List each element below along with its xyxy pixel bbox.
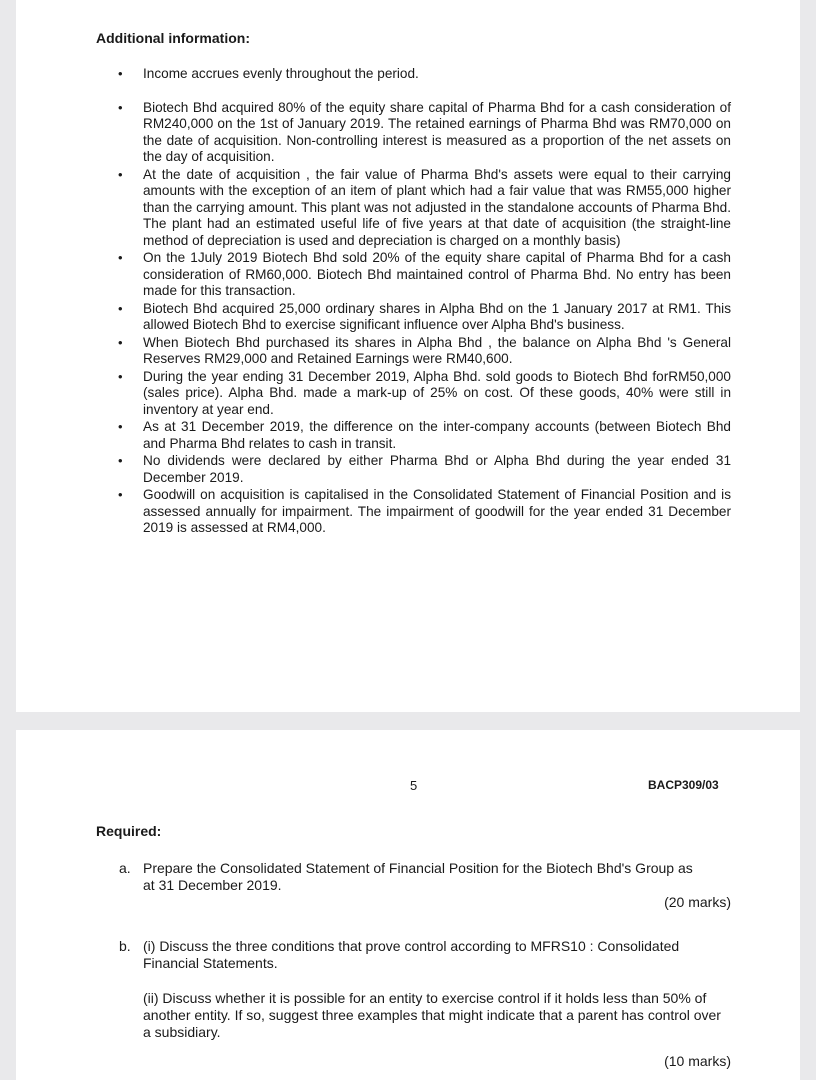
bullet-icon: • <box>118 368 123 384</box>
question-b-i-text: (i) Discuss the three conditions that prove control according to MFRS10 : Consolidated Financial Statements. <box>143 938 680 971</box>
list-item <box>118 487 731 537</box>
bullet-text: Goodwill on acquisition is capitalised in the Consolidated Statement of Financial Position and is assessed annually for impairment. The impairment of goodwill for the year ended 31 December 2019 is assessed at RM4,000. <box>143 487 731 535</box>
bullet-text: Biotech Bhd acquired 80% of the equity share capital of Pharma Bhd for a cash consideration of RM240,000 on the 1st of January 2019. The retained earnings of Pharma Bhd was RM70,000 on the date of acquisition. Non-controlling interest is measured as a proportion of the net assets on the day of acquisition. <box>143 99 731 164</box>
bullet-icon: • <box>118 166 123 182</box>
bullet-text: At the date of acquisition , the fair value of Pharma Bhd's assets were equal to their carrying amounts with the exception of an item of plant which had a fair value that was RM55,000 higher than the carrying amount. This plant was not adjusted in the standalone accounts of Pharma Bhd. The plant had an estimated useful life of five years at that date of acquisition (the straight-line method of depreciation is used and depreciation is charged on a monthly basis) <box>143 166 731 248</box>
question-b-ii-text: (ii) Discuss whether it is possible for an entity to exercise control if it holds less than 50% of another entity. If so, suggest three examples that might indicate that a parent has control over a subsidiary. <box>143 990 721 1040</box>
list-item <box>118 334 731 368</box>
list-item <box>118 368 731 419</box>
list-item <box>118 250 731 300</box>
course-code: BACP309/03 <box>648 778 719 792</box>
bullet-text: When Biotech Bhd purchased its shares in Alpha Bhd , the balance on Alpha Bhd 's General Reserves RM29,000 and Retained Earnings were RM40,600. <box>143 334 731 366</box>
list-item <box>118 453 731 486</box>
bullet-icon: • <box>118 419 123 434</box>
document-page-2 <box>16 730 800 1080</box>
bullet-text: Income accrues evenly throughout the period. <box>143 66 419 81</box>
bullet-text: As at 31 December 2019, the difference on the inter-company accounts (between Biotech Bhd and Pharma Bhd relates to cash in transit. <box>143 419 731 451</box>
page-number: 5 <box>410 778 418 793</box>
additional-information-heading: Additional information: <box>96 30 250 46</box>
bullet-text: During the year ending 31 December 2019, Alpha Bhd. sold goods to Biotech Bhd forRM50,000 (sales price). Alpha Bhd. made a mark-up of 25% on cost. Of these goods, 40% were still in inventory at year end. <box>143 368 731 417</box>
question-b-label: b. <box>119 938 131 954</box>
bullet-icon: • <box>118 487 123 502</box>
bullet-icon: • <box>118 334 123 350</box>
additional-information-list <box>118 66 731 538</box>
list-item <box>118 419 731 452</box>
document-page-1 <box>16 0 800 712</box>
bullet-icon: • <box>118 250 123 265</box>
question-a-text: Prepare the Consolidated Statement of Financial Position for the Biotech Bhd's Group as at 31 December 2019. <box>143 860 693 893</box>
list-item <box>118 99 731 166</box>
bullet-icon: • <box>118 300 123 316</box>
question-b-marks: (10 marks) <box>664 1053 731 1069</box>
bullet-text: Biotech Bhd acquired 25,000 ordinary shares in Alpha Bhd on the 1 January 2017 at RM1. This allowed Biotech Bhd to exercise significant influence over Alpha Bhd's business. <box>143 300 731 332</box>
bullet-icon: • <box>118 453 123 468</box>
bullet-text: On the 1July 2019 Biotech Bhd sold 20% of the equity share capital of Pharma Bhd for a cash consideration of RM60,000. Biotech Bhd maintained control of Pharma Bhd. No entry has been made for this transaction. <box>143 250 731 298</box>
bullet-icon: • <box>118 99 123 115</box>
list-item <box>118 66 731 83</box>
list-item <box>118 166 731 250</box>
question-a-label: a. <box>119 860 131 876</box>
bullet-icon: • <box>118 66 123 81</box>
question-a-marks: (20 marks) <box>664 894 731 910</box>
list-item <box>118 300 731 334</box>
bullet-text: No dividends were declared by either Pharma Bhd or Alpha Bhd during the year ended 31 December 2019. <box>143 453 731 485</box>
required-heading: Required: <box>96 823 162 839</box>
